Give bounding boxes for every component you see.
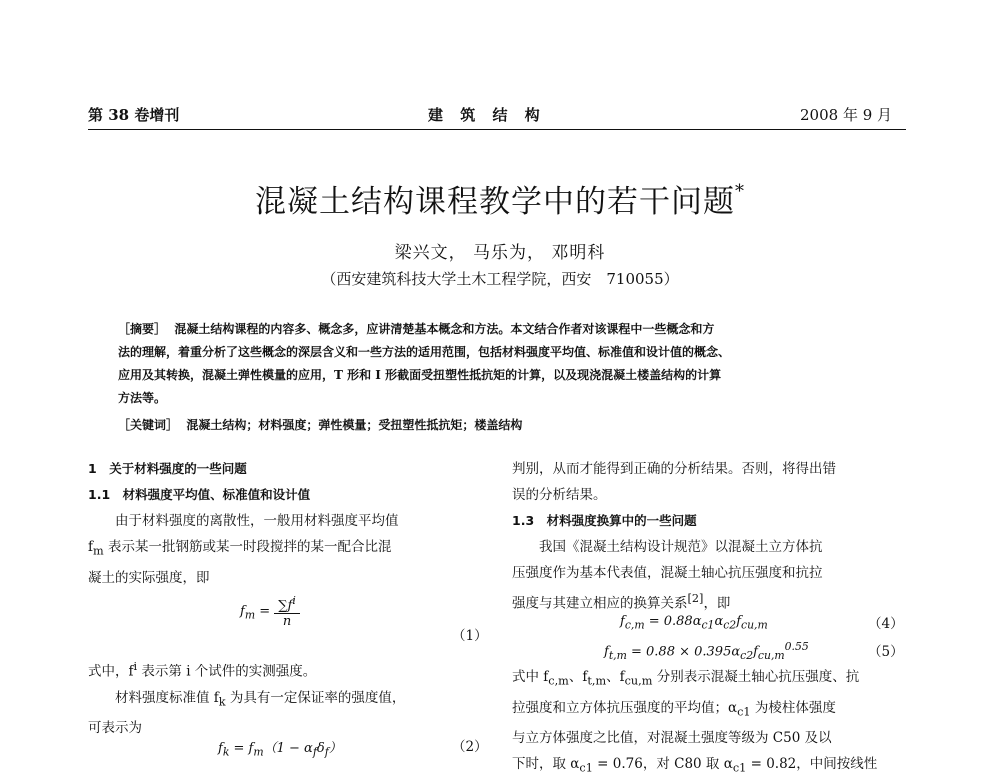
paper-title-text: 混凝土结构课程教学中的若干问题 bbox=[255, 184, 735, 220]
header-rule bbox=[88, 129, 906, 130]
abstract-line-3: 应用及其转换，混凝土弹性模量的应用，T 形和 I 形截面受扭塑性抵抗矩的计算，以及现浇混凝土楼盖结构的计算 bbox=[118, 368, 722, 382]
journal-volume: 第 38 卷增刊 bbox=[88, 106, 180, 124]
journal-name: 建 筑 结 构 bbox=[428, 106, 546, 124]
author-list: 梁兴文， 马乐为， 邓明科 bbox=[394, 243, 606, 263]
equation-1-fraction bbox=[274, 594, 300, 629]
abstract-line-2: 法的理解，着重分析了这些概念的深层含义和一些方法的适用范围，包括材料强度平均值、标准值和设计值的概念、 bbox=[118, 345, 731, 359]
paragraph-line: 下时，取 $\alpha_{c1} = 0.76$，对 C80 取 $\alpha_{c1} = 0.82$，中间按线性 bbox=[512, 756, 878, 776]
journal-date: 2008 年 9 月 bbox=[800, 106, 893, 124]
keywords bbox=[118, 416, 522, 433]
equation-4: $f_{c,m} = 0.88\alpha_{c1}\alpha_{c2}f_{cu,m}$ bbox=[620, 614, 768, 632]
keywords-label: ［关键词］ bbox=[118, 418, 179, 432]
paragraph-line: 拉强度和立方体抗压强度的平均值；$\alpha_{c1}$ 为棱柱体强度 bbox=[512, 699, 836, 719]
section-heading-1: 1 关于材料强度的一些问题 bbox=[88, 461, 247, 476]
equation-5: $f_{t,m} = 0.88 \times 0.395\alpha_{c2}f_{cu,m}^{0.55}$ bbox=[604, 640, 809, 662]
equation-1 bbox=[240, 594, 300, 629]
paragraph-line: 材料强度标准值 $f_k$ 为具有一定保证率的强度值， bbox=[115, 689, 406, 709]
paragraph-line: 强度与其建立相应的换算关系[2]，即 bbox=[512, 592, 731, 612]
paragraph-line: $f_m$ 表示某一批钢筋或某一时段搅拌的某一配合比混 bbox=[88, 539, 392, 558]
paragraph-line: 式中 $f_{c,m}$、$f_{t,m}$、$f_{cu,m}$ 分别表示混凝土轴心抗压强度、抗 bbox=[512, 669, 860, 688]
left-column-continued bbox=[88, 654, 488, 741]
paragraph-line: 由于材料强度的离散性，一般用材料强度平均值 bbox=[115, 513, 399, 529]
paragraph-line: 我国《混凝土结构设计规范》以混凝土立方体抗 bbox=[539, 539, 823, 555]
title-footnote-mark: * bbox=[735, 180, 745, 202]
abstract-line-4: 方法等。 bbox=[118, 391, 167, 405]
equation-2-number: （2） bbox=[452, 739, 488, 755]
equation-1-denominator: n bbox=[282, 614, 292, 630]
equation-2: $f_k = f_m(1 - \alpha_f\delta_f)$ bbox=[218, 741, 342, 759]
paragraph-line: 压强度作为基本代表值，混凝土轴心抗压强度和抗拉 bbox=[512, 565, 823, 581]
affiliation: （西安建筑科技大学土木工程学院，西安 710055） bbox=[321, 270, 679, 288]
right-column bbox=[512, 456, 908, 617]
equation-1-lhs: $f_m$ = bbox=[240, 604, 271, 622]
paragraph-line: 式中，$f^i$ 表示第 i 个试件的实测强度。 bbox=[88, 660, 317, 680]
equation-1-numerator: $\sum f^i$ bbox=[274, 594, 300, 614]
abstract-line-1: 混凝土结构课程的内容多、概念多，应讲清楚基本概念和方法。本文结合作者对该课程中一些概念和方 bbox=[174, 322, 715, 336]
paper-title bbox=[0, 176, 1000, 221]
paragraph-line: 凝土的实际强度，即 bbox=[88, 569, 210, 586]
abstract-label: ［摘要］ bbox=[118, 322, 167, 336]
equation-4-number: （4） bbox=[868, 616, 904, 632]
left-column bbox=[88, 456, 488, 591]
paragraph-line: 误的分析结果。 bbox=[512, 487, 607, 503]
paragraph-line: 可表示为 bbox=[88, 720, 142, 737]
paragraph-line: 与立方体强度之比值，对混凝土强度等级为 C50 及以 bbox=[512, 730, 832, 747]
abstract bbox=[118, 318, 888, 410]
section-heading-1-3: 1.3 材料强度换算中的一些问题 bbox=[512, 513, 697, 528]
right-column-continued bbox=[512, 664, 908, 782]
equation-5-number: （5） bbox=[868, 644, 904, 660]
paragraph-line: 判别，从而才能得到正确的分析结果。否则，将得出错 bbox=[512, 461, 836, 477]
section-heading-1-1: 1.1 材料强度平均值、标准值和设计值 bbox=[88, 487, 311, 502]
equation-1-number: （1） bbox=[452, 628, 488, 644]
keywords-text: 混凝土结构；材料强度；弹性模量；受扭塑性抵抗矩；楼盖结构 bbox=[186, 418, 523, 432]
